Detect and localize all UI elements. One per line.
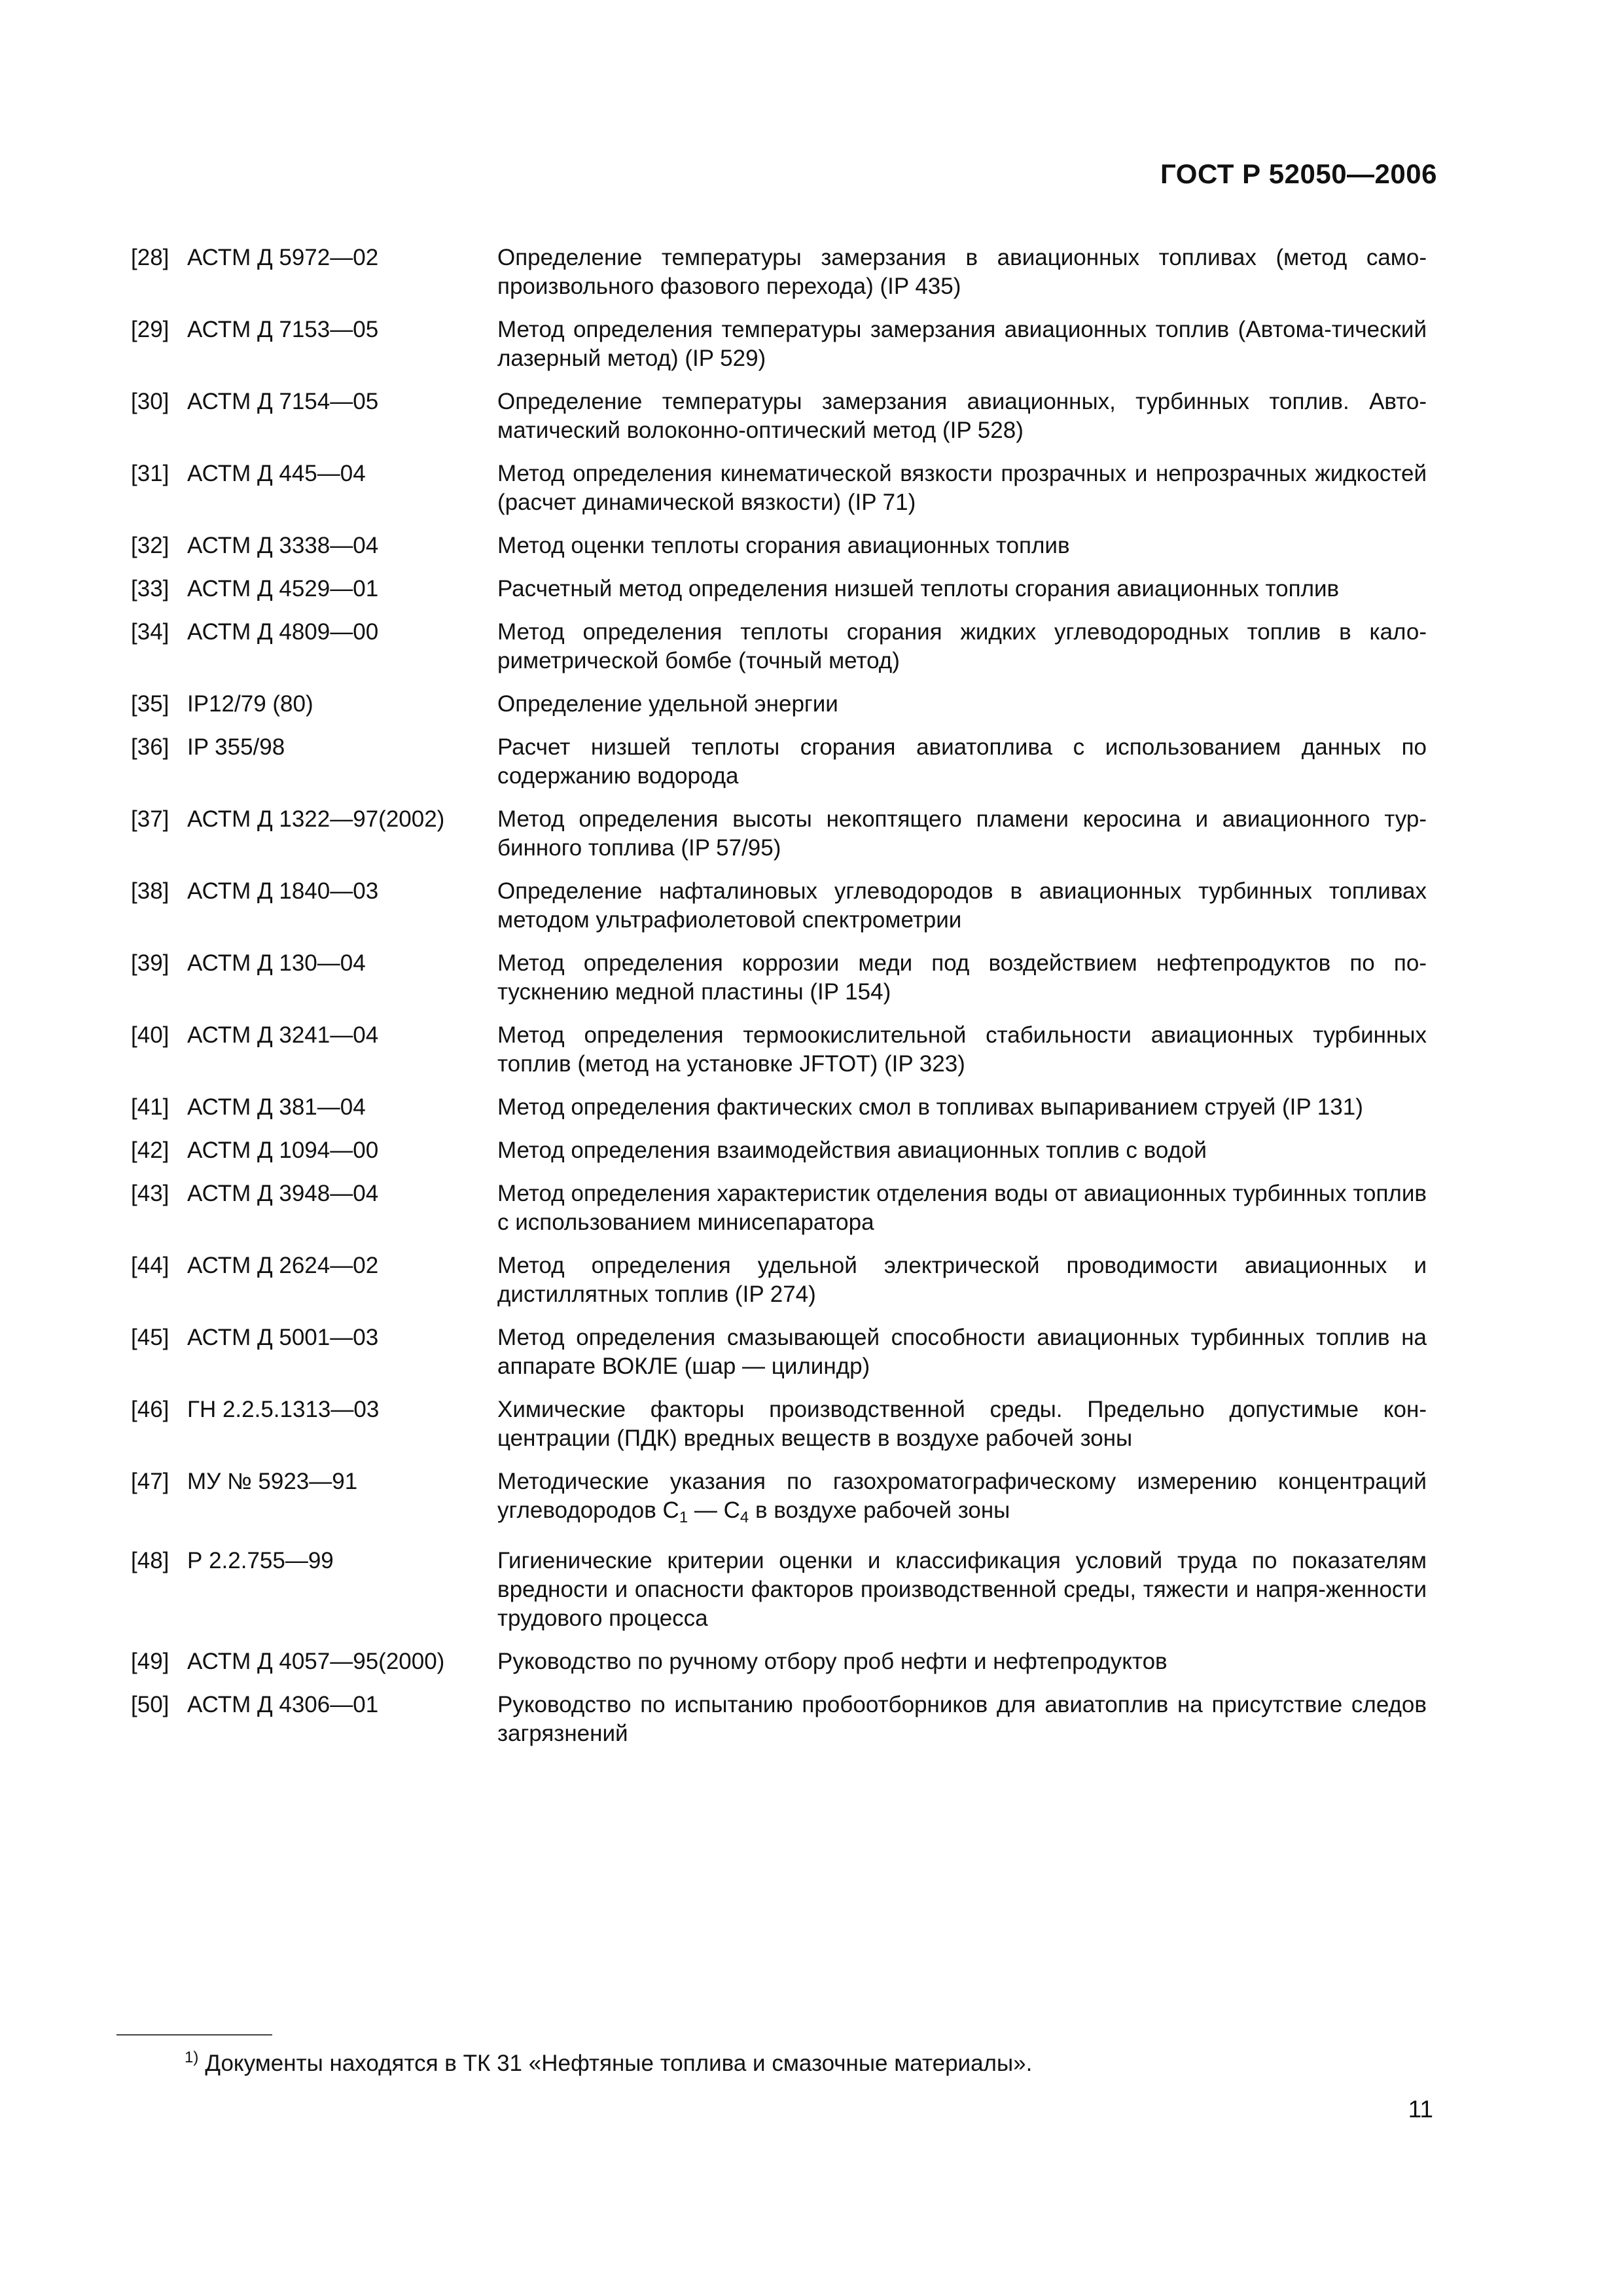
standard-header: ГОСТ Р 52050—2006 xyxy=(1160,158,1437,189)
reference-row xyxy=(131,1467,1427,1532)
reference-code: IP 355/98 xyxy=(187,734,285,760)
reference-code: IP12/79 (80) xyxy=(187,691,313,717)
reference-row xyxy=(131,243,1427,301)
reference-row xyxy=(131,531,1427,560)
reference-title: Метод определения высоты некоптящего пламени керосина и авиационного тур-бинного топлива (IP 57/95) xyxy=(497,806,1427,861)
reference-row xyxy=(131,877,1427,935)
reference-number: [40] xyxy=(131,1022,169,1048)
reference-number: [34] xyxy=(131,619,169,645)
reference-number: [50] xyxy=(131,1692,169,1717)
reference-title: Метод оценки теплоты сгорания авиационных топлив xyxy=(497,533,1070,558)
footnote-mark: 1) xyxy=(185,2049,199,2066)
footnote-divider xyxy=(116,2034,272,2036)
reference-number: [30] xyxy=(131,389,169,414)
reference-code: АСТМ Д 4529—01 xyxy=(187,576,379,601)
reference-row xyxy=(131,575,1427,603)
reference-code: АСТМ Д 5001—03 xyxy=(187,1325,379,1350)
reference-number: [31] xyxy=(131,461,169,486)
reference-number: [35] xyxy=(131,691,169,717)
reference-row xyxy=(131,1093,1427,1122)
reference-number: [46] xyxy=(131,1397,169,1422)
reference-code: АСТМ Д 7153—05 xyxy=(187,317,379,342)
reference-number: [28] xyxy=(131,245,169,270)
reference-row xyxy=(131,1021,1427,1079)
reference-code: АСТМ Д 3241—04 xyxy=(187,1022,379,1048)
reference-row xyxy=(131,949,1427,1007)
reference-number: [49] xyxy=(131,1649,169,1674)
reference-title: Расчетный метод определения низшей теплоты сгорания авиационных топлив xyxy=(497,576,1340,601)
reference-row xyxy=(131,690,1427,719)
reference-number: [36] xyxy=(131,734,169,760)
reference-row xyxy=(131,1136,1427,1165)
reference-code: АСТМ Д 4057—95(2000) xyxy=(187,1649,445,1674)
reference-number: [29] xyxy=(131,317,169,342)
reference-title: Метод определения температуры замерзания авиационных топлив (Автома-тический лазерный метод) (IP 529) xyxy=(497,317,1427,371)
reference-row xyxy=(131,387,1427,445)
reference-title: Метод определения фактических смол в топливах выпариванием струей (IP 131) xyxy=(497,1094,1363,1120)
subscript: 4 xyxy=(740,1509,749,1526)
reference-number: [42] xyxy=(131,1138,169,1163)
reference-code: АСТМ Д 1322—97(2002) xyxy=(187,806,445,832)
reference-number: [41] xyxy=(131,1094,169,1120)
reference-code: АСТМ Д 1840—03 xyxy=(187,878,379,904)
reference-row xyxy=(131,733,1427,791)
reference-row xyxy=(131,618,1427,675)
reference-title: Метод определения характеристик отделения воды от авиационных турбинных топлив с использованием минисепаратора xyxy=(497,1181,1427,1235)
reference-row xyxy=(131,1691,1427,1748)
reference-number: [48] xyxy=(131,1548,169,1573)
reference-code: ГН 2.2.5.1313—03 xyxy=(187,1397,380,1422)
footnote-text: Документы находятся в ТК 31 «Нефтяные топлива и смазочные материалы». xyxy=(205,2051,1033,2076)
reference-number: [39] xyxy=(131,950,169,976)
reference-number: [44] xyxy=(131,1253,169,1278)
reference-code: АСТМ Д 4306—01 xyxy=(187,1692,379,1717)
reference-title: Определение нафталиновых углеводородов в авиационных турбинных топливах методом ультрафиолетовой спектрометрии xyxy=(497,878,1427,933)
reference-title-part: Методические указания по газохроматографическому измерению концентраций углеводородов С xyxy=(497,1469,1427,1523)
reference-title: Расчет низшей теплоты сгорания авиатоплива с использованием данных по содержанию водорода xyxy=(497,734,1427,789)
subscript: 1 xyxy=(679,1509,688,1526)
reference-row xyxy=(131,315,1427,373)
reference-row xyxy=(131,805,1427,863)
reference-title: Химические факторы производственной среды. Предельно допустимые кон-центрации (ПДК) вредных веществ в воздухе рабочей зоны xyxy=(497,1397,1427,1451)
page-number: 11 xyxy=(1408,2096,1433,2123)
reference-row xyxy=(131,1251,1427,1309)
reference-list xyxy=(131,243,1427,1763)
reference-row xyxy=(131,1323,1427,1381)
reference-title: Гигиенические критерии оценки и классификация условий труда по показателям вредности и опасности факторов производственной среды, тяжести и напря-женности трудового процесса xyxy=(497,1548,1427,1631)
reference-row xyxy=(131,1179,1427,1237)
reference-number: [38] xyxy=(131,878,169,904)
reference-code: АСТМ Д 4809—00 xyxy=(187,619,379,645)
reference-title: Метод определения взаимодействия авиационных топлив с водой xyxy=(497,1138,1207,1163)
reference-number: [43] xyxy=(131,1181,169,1206)
reference-number: [47] xyxy=(131,1469,169,1494)
reference-code: МУ № 5923—91 xyxy=(187,1469,358,1494)
reference-title: Метод определения удельной электрической проводимости авиационных и дистиллятных топлив (IP 274) xyxy=(497,1253,1427,1307)
reference-title: Руководство по ручному отбору проб нефти и нефтепродуктов xyxy=(497,1649,1168,1674)
reference-title: Руководство по испытанию пробоотборников для авиатоплив на присутствие следов загрязнений xyxy=(497,1692,1427,1746)
reference-title: Метод определения термоокислительной стабильности авиационных турбинных топлив (метод на установке JFTOT) (IP 323) xyxy=(497,1022,1427,1077)
reference-title: Метод определения кинематической вязкости прозрачных и непрозрачных жидкостей (расчет динамической вязкости) (IP 71) xyxy=(497,461,1427,515)
reference-title: Определение удельной энергии xyxy=(497,691,838,717)
reference-code: АСТМ Д 2624—02 xyxy=(187,1253,379,1278)
reference-code: АСТМ Д 3948—04 xyxy=(187,1181,379,1206)
reference-number: [37] xyxy=(131,806,169,832)
reference-code: Р 2.2.755—99 xyxy=(187,1548,334,1573)
reference-number: [33] xyxy=(131,576,169,601)
reference-row xyxy=(131,1395,1427,1453)
reference-number: [45] xyxy=(131,1325,169,1350)
reference-title: Метод определения коррозии меди под воздействием нефтепродуктов по по-тускнению медной пластины (IP 154) xyxy=(497,950,1427,1005)
reference-code: АСТМ Д 7154—05 xyxy=(187,389,379,414)
reference-title: Определение температуры замерзания в авиационных топливах (метод само-произвольного фазового перехода) (IP 435) xyxy=(497,245,1427,299)
reference-code: АСТМ Д 381—04 xyxy=(187,1094,366,1120)
reference-code: АСТМ Д 130—04 xyxy=(187,950,366,976)
reference-code: АСТМ Д 5972—02 xyxy=(187,245,379,270)
reference-row xyxy=(131,1647,1427,1676)
reference-row xyxy=(131,459,1427,517)
reference-code: АСТМ Д 1094—00 xyxy=(187,1138,379,1163)
footnote xyxy=(185,2043,1032,2078)
reference-title-part: — С xyxy=(688,1498,740,1523)
reference-title: Определение температуры замерзания авиационных, турбинных топлив. Авто-матический волоконно-оптический метод (IP 528) xyxy=(497,389,1427,443)
reference-code: АСТМ Д 3338—04 xyxy=(187,533,379,558)
reference-code: АСТМ Д 445—04 xyxy=(187,461,366,486)
reference-title: Метод определения теплоты сгорания жидких углеводородных топлив в кало-риметрической бомбе (точный метод) xyxy=(497,619,1427,673)
reference-row xyxy=(131,1547,1427,1633)
reference-title-part: в воздухе рабочей зоны xyxy=(749,1498,1010,1523)
reference-title xyxy=(497,1467,1427,1532)
reference-number: [32] xyxy=(131,533,169,558)
reference-title: Метод определения смазывающей способности авиационных турбинных топлив на аппарате ВОКЛЕ (шар — цилиндр) xyxy=(497,1325,1427,1379)
